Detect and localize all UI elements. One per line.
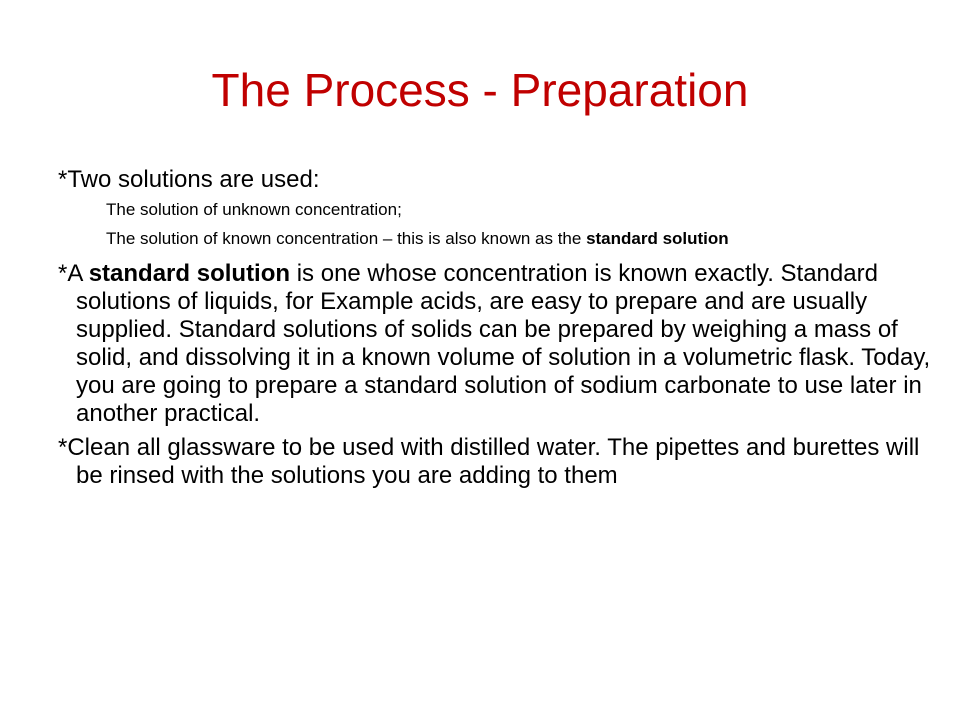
sub-bullet-known-text: The solution of known concentration – this is also known as the [106, 229, 587, 248]
bullet-standard-solution [58, 260, 938, 428]
bullet-standard-bold: standard solution [88, 260, 291, 287]
slide-body [58, 166, 938, 496]
sub-bullet-known-bold: standard solution [586, 229, 729, 248]
bullet-standard-prefix: *A [58, 260, 89, 287]
slide-title: The Process - Preparation [211, 64, 749, 116]
bullet-clean-glassware: *Clean all glassware to be used with distilled water. The pipettes and burettes will be rinsed with the solutions you are adding to them [58, 434, 920, 489]
bullet-two-solutions: *Two solutions are used: [58, 166, 320, 193]
sub-bullet-known [106, 229, 938, 248]
bullet-standard-rest: is one whose concentration is known exactly. Standard solutions of liquids, for Example acids, are easy to prepare and are usually supplied. Standard solutions of solids can be prepared by weighing a mass of solid, and dissolving it in a known volume of solution in a volumetric flask. Today, you are going to prepare a standard solution of sodium carbonate to use later in another practical. [76, 260, 931, 427]
sub-bullet-unknown: The solution of unknown concentration; [106, 200, 402, 219]
